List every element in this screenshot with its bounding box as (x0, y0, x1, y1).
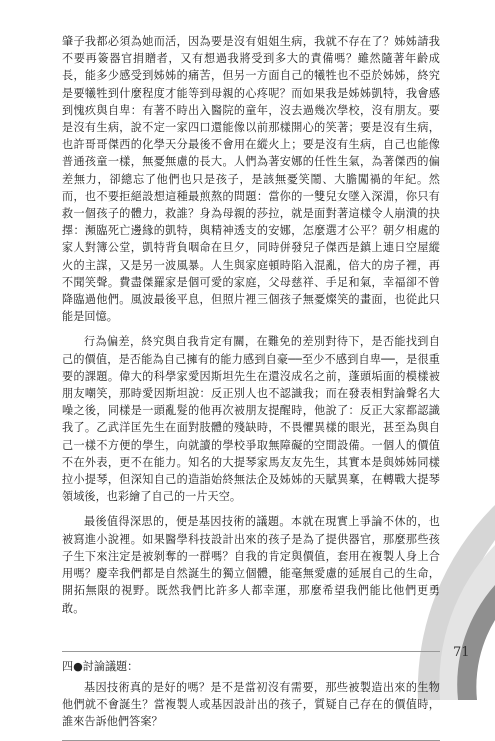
page-number: 71 (453, 645, 470, 660)
main-text-column (62, 33, 440, 741)
paragraph-2: 行為偏差，終究與自我肯定有關，在難免的差別對待下，是否能找到自己的價值，是否能為自己擁有的能力感到自豪──至少不感到自卑──，是很重要的課題。偉大的科學家愛因斯坦先生在還沒成名之前，蓬頭垢面的模樣被朋友嘲笑，那時愛因斯坦說：反正別人也不認識我；而在發表相對論聲名大噪之後，同樣是一頭亂髮的他再次被朋友提醒時，他說了：反正大家都認識我了。乙武洋匡先生在面對肢體的殘缺時，不畏懼異樣的眼光，甚至為與自己一樣不方便的學生，向就讀的學校爭取無障礙的空間設備。一個人的價值不在外表，更不在能力。知名的大提琴家馬友友先生，其實本是與姊姊同樣拉小提琴，但深知自己的造詣始終無法企及姊姊的天賦異稟，在轉戰大提琴領域後，也彩繪了自己的一片天空。 (62, 335, 440, 504)
paragraph-1: 肇子我都必須為她而活，因為要是沒有姐姐生病，我就不存在了？姊姊請我不要再簽器官捐贈者，又有想過我將受到多大的責備嗎？雖然隨著年齡成長，能多少感受到姊姊的痛苦，但另一方面自己的犧牲也不亞於姊姊，終究是要犧牲到什麼程度才能等到母親的心疼呢？而如果我是姊姊凱特，我會感到愧疚與自卑：有著不時出入醫院的童年，沒去過幾次學校，沒有朋友。要是沒有生病，說不定一家四口還能像以前那樣開心的笑著；要是沒有生病，也許哥哥傑西的化學天分最後不會用在縱火上；要是沒有生病，自己也能像普通孩童一樣，無憂無慮的長大。人們為著安娜的任性生氣，為著傑西的偏差無力，卻總忘了他們也只是孩子，是該無憂笑鬧、大膽闖禍的年紀。然而，也不要拒絕設想這種最煎熬的問題：當你的一雙兒女墜入深淵，你只有救一個孩子的體力，救誰？身為母親的莎拉，就是面對著這樣令人崩潰的抉擇：瀕臨死亡邊緣的凱特，與精神透支的安娜，怎麼選才公平？朝夕相處的家人對簿公堂，凱特背負咽命在旦夕，同時併發兒子傑西是鎮上連日空屋縱火的主謀，又是另一波風暴。人生與家庭頓時陷入混亂，倍大的房子裡，再不聞笑聲。費盡傑羅家是個可愛的家庭，父母慈祥、手足和氣，幸福卻不曾降臨過他們。風波最後平息，但照片裡三個孩子無憂燦笑的畫面，也從此只能是回憶。 (62, 35, 440, 324)
discussion-section (62, 651, 440, 741)
discussion-text: 基因技術真的是好的嗎？是不是當初沒有需要，那些被製造出來的生物他們就不會誕生？當複製人或基因設計出的孩子，質疑自己存在的價值時，誰來告訴他們答案？ (62, 680, 440, 729)
paragraph-3: 最後值得深思的，便是基因技術的議題。本就在現實上爭論不休的，也被寫進小說裡。如果醫學科技設計出來的孩子是為了提供器官，那麼那些孩子生下來注定是被剝奪的一群嗎？自我的肯定與價值，套用在複製人身上合用嗎？慶幸我們都是自然誕生的獨立個體，能毫無愛慮的延展自己的生命，開拓無限的視野。既然我們比許多人都幸運，那麼希望我們能比他們更勇敢。 (62, 515, 440, 615)
discussion-title: 四●討論議題： (62, 659, 139, 673)
